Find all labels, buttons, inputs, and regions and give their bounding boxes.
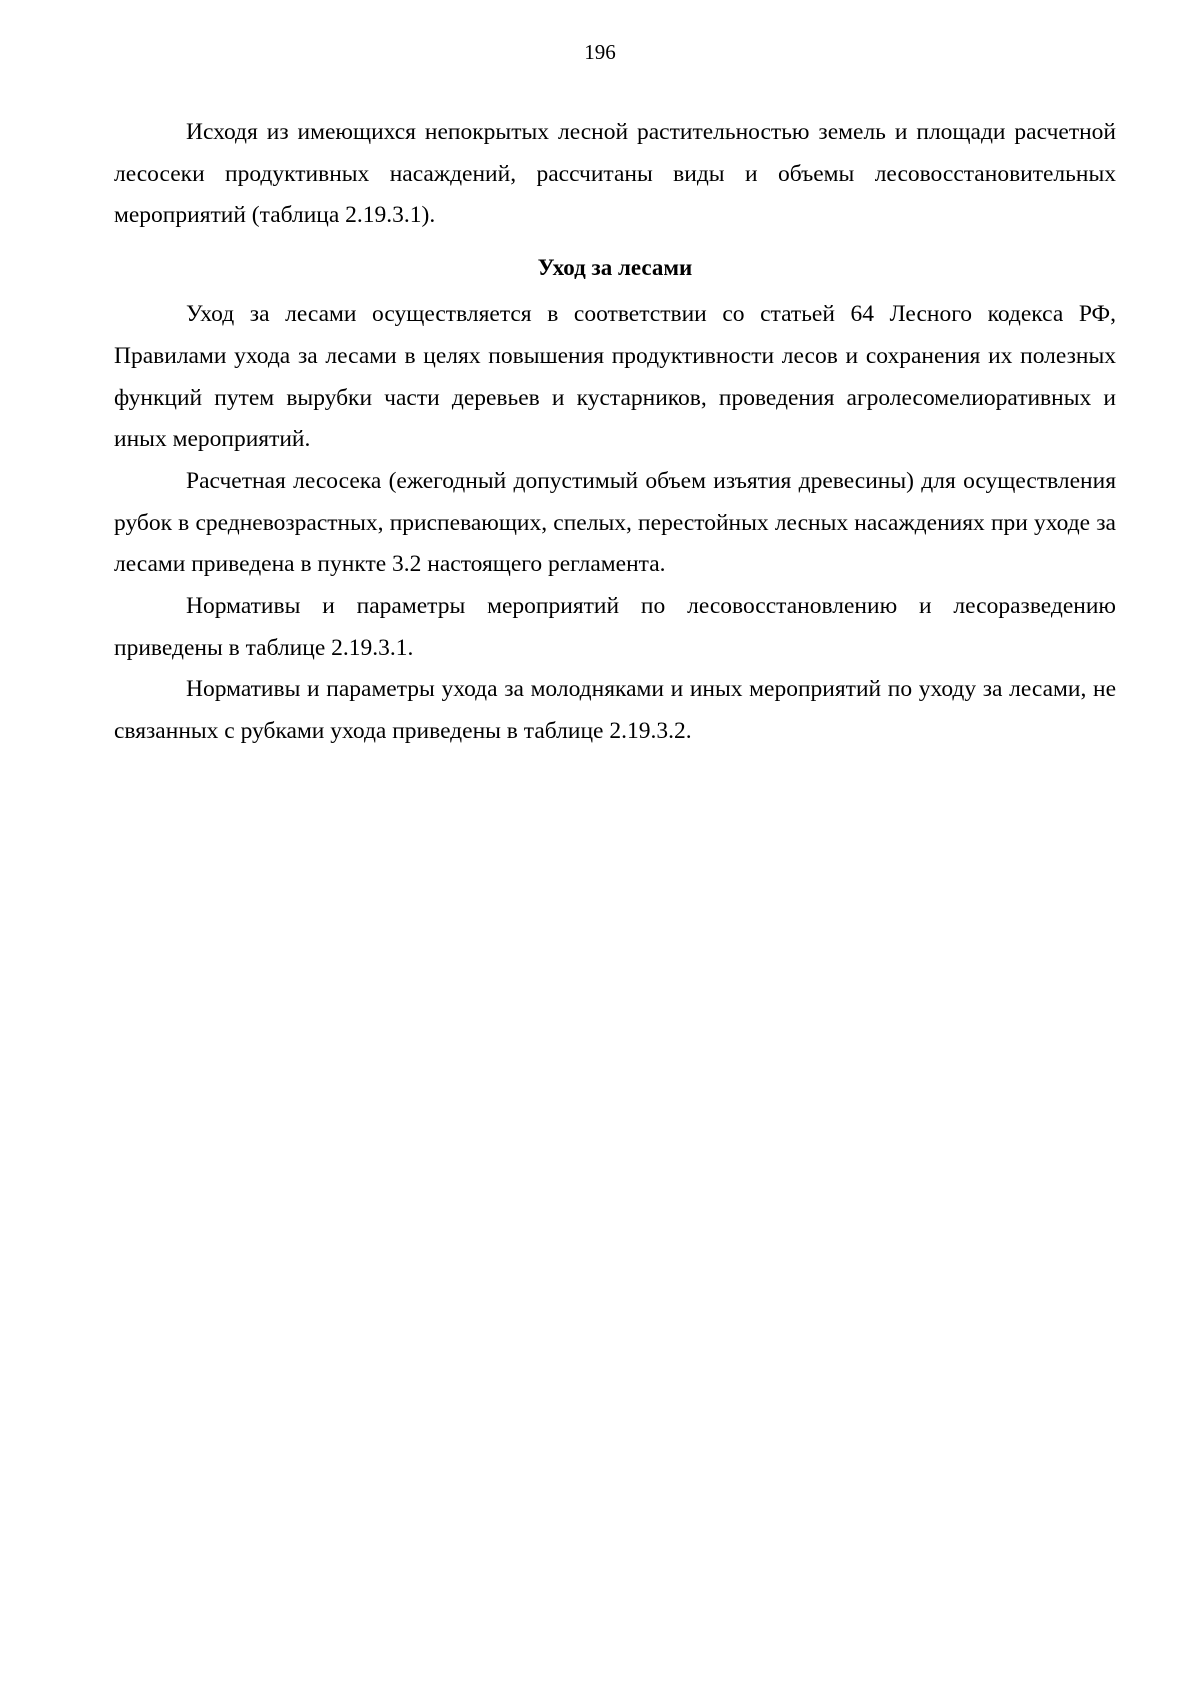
section-heading: Уход за лесами xyxy=(537,255,693,281)
body-paragraph: Расчетная лесосека (ежегодный допустимый объем изъятия древесины) для осуществления рубок в средневозрастных, приспевающих, спелых, перестойных лесных насаждениях при уходе за лесами приведена в пункте 3.2 настоящего регламента. xyxy=(114,467,1116,578)
body-paragraph: Уход за лесами осуществляется в соответствии со статьей 64 Лесного кодекса РФ, Правилами ухода за лесами в целях повышения продуктивности лесов и сохранения их полезных функций путем вырубки части деревьев и кустарников, проведения агролесомелиоративных и иных мероприятий. xyxy=(114,301,1116,453)
page-number: 196 xyxy=(584,40,616,64)
intro-paragraph: Исходя из имеющихся непокрытых лесной растительностью земель и площади расчетной лесосеки продуктивных насаждений, рассчитаны виды и объемы лесовосстановительных мероприятий (таблица 2.19.3.1). xyxy=(114,119,1116,229)
body-paragraph: Нормативы и параметры ухода за молодняками и иных мероприятий по уходу за лесами, не связанных с рубками ухода приведены в таблице 2.19.3.2. xyxy=(114,676,1116,745)
page-content xyxy=(114,112,1116,753)
body-paragraph: Нормативы и параметры мероприятий по лесовосстановлению и лесоразведению приведены в таблице 2.19.3.1. xyxy=(114,593,1116,661)
